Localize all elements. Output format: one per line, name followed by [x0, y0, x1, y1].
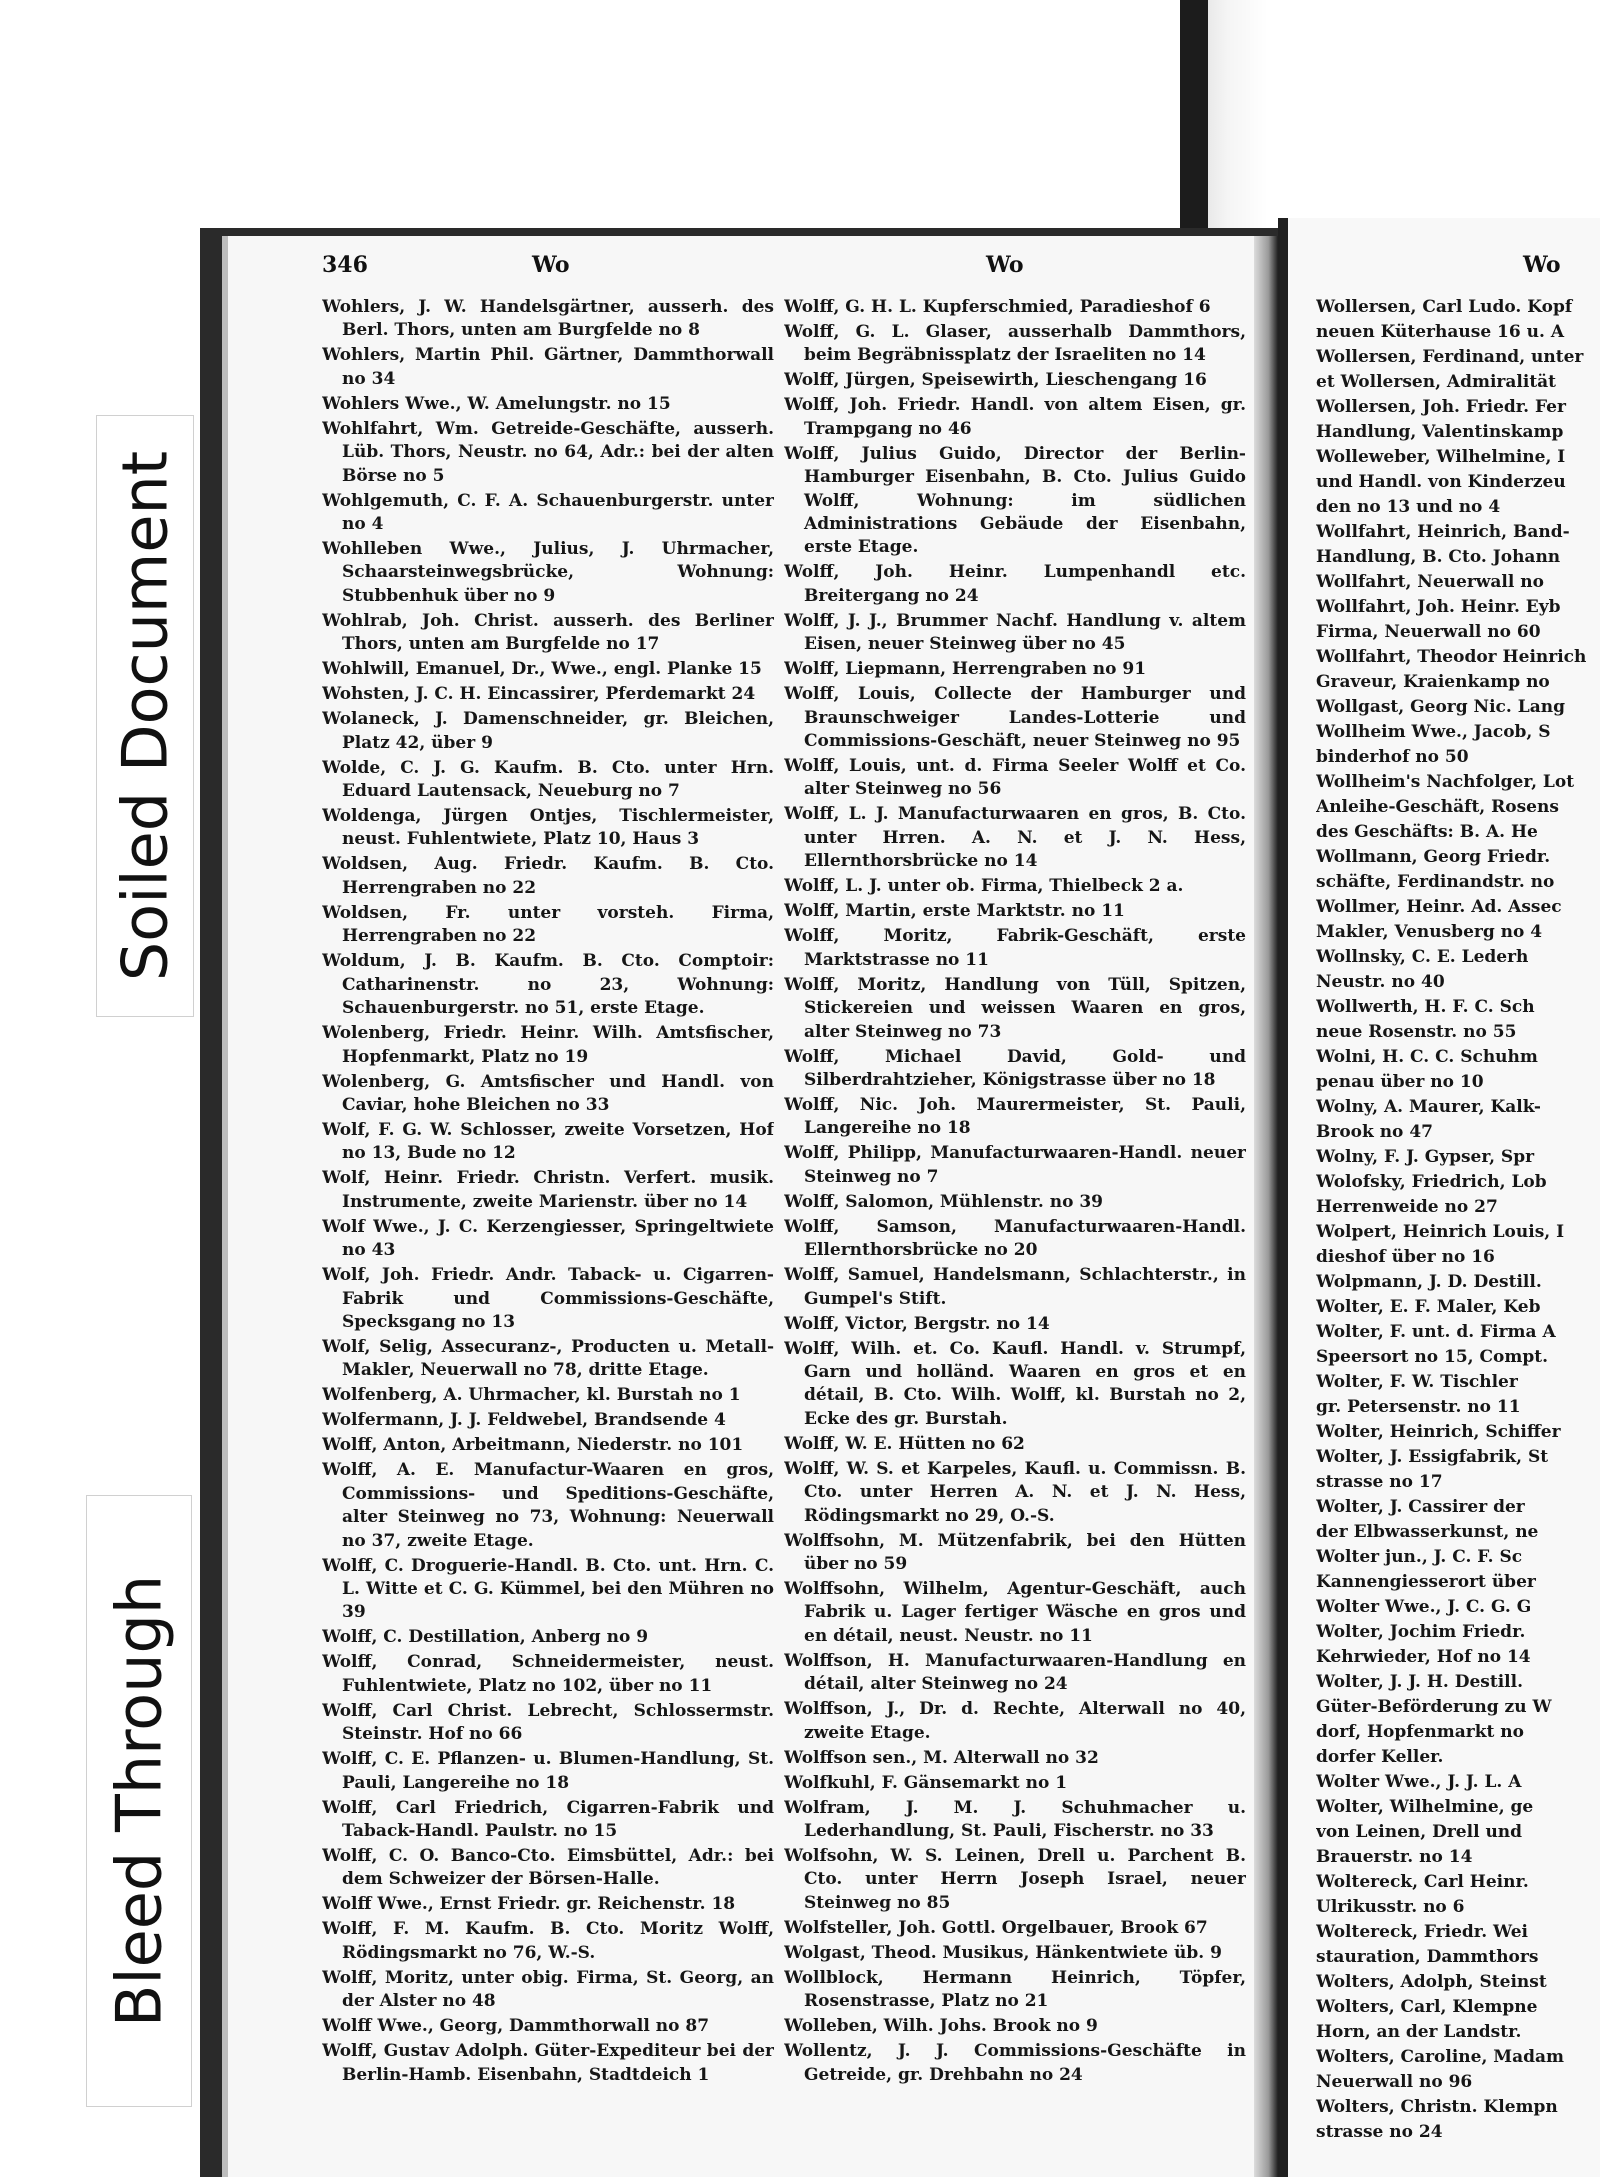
book-gutter	[1254, 236, 1278, 2177]
directory-entry: Wolff, Julius Guido, Director der Berlin-Hamburger Eisenbahn, B. Cto. Julius Guido Wolff, Wohnung: im südlichen Administrations Gebäude der Eisenbahn, erste Etage.	[784, 443, 1246, 558]
directory-entry: Wolff, Louis, Collecte der Hamburger und Braunschweiger Landes-Lotterie und Commissions-Geschäft, neuer Steinweg no 95	[784, 684, 1246, 752]
directory-entry: Wolter Wwe., J. J. L. A	[1316, 1772, 1522, 1792]
directory-entry: Woldsen, Aug. Friedr. Kaufm. B. Cto. Herrengraben no 22	[322, 854, 774, 898]
directory-entry: Wollfahrt, Heinrich, Band-	[1316, 522, 1570, 542]
directory-entry: Makler, Venusberg no 4	[1316, 922, 1543, 942]
directory-entry: Wolff, A. E. Manufactur-Waaren en gros, Commissions- und Speditions-Geschäfte, alter Steinweg no 73, Wohnung: Neuerwall no 37, zweite Etage.	[322, 1460, 774, 1551]
directory-entry: Wolter, Wilhelmine, ge	[1316, 1797, 1534, 1817]
directory-entry: Wolff, J. J., Brummer Nachf. Handlung v. altem Eisen, neuer Steinweg über no 45	[784, 610, 1246, 655]
page-number: 346	[322, 252, 368, 278]
directory-entry: Wolff, Moritz, Fabrik-Geschäft, erste Marktstrasse no 11	[784, 926, 1246, 970]
directory-entry: Wollblock, Hermann Heinrich, Töpfer, Rosenstrasse, Platz no 21	[784, 1967, 1246, 2012]
directory-entry: Wollnsky, C. E. Lederh	[1316, 947, 1529, 967]
directory-column-left	[322, 296, 774, 2156]
directory-entry: gr. Petersenstr. no 11	[1316, 1397, 1521, 1417]
directory-entry: Wohlers Wwe., W. Amelungstr. no 15	[322, 393, 671, 414]
directory-entry: Wolff, Carl Christ. Lebrecht, Schlossermstr. Steinstr. Hof no 66	[322, 1700, 774, 1745]
bleed-through-label	[86, 1495, 192, 2107]
directory-entry: Wohsten, J. C. H. Eincassirer, Pferdemarkt 24	[322, 684, 756, 705]
directory-entry: Wohlgemuth, C. F. A. Schauenburgerstr. unter no 4	[322, 490, 774, 535]
directory-entry: Wolffsohn, Wilhelm, Agentur-Geschäft, auch Fabrik u. Lager fertiger Wäsche en gros und en détail, neust. Neustr. no 11	[784, 1578, 1246, 1646]
directory-entry: Speersort no 15, Compt.	[1316, 1347, 1549, 1367]
directory-entry: Wolleben, Wilh. Johs. Brook no 9	[784, 2016, 1098, 2037]
directory-entry: penau über no 10	[1316, 1072, 1484, 1092]
directory-entry: Wollheim's Nachfolger, Lot	[1316, 772, 1575, 792]
directory-entry: neue Rosenstr. no 55	[1316, 1022, 1517, 1042]
directory-entry: Wollmer, Heinr. Ad. Assec	[1316, 897, 1562, 917]
directory-entry: Wolters, Caroline, Madam	[1316, 2047, 1565, 2067]
directory-entry: neuen Küterhause 16 u. A	[1316, 322, 1565, 342]
directory-column-right	[1316, 296, 1600, 2156]
directory-entry: Wolff, Louis, unt. d. Firma Seeler Wolff et Co. alter Steinweg no 56	[784, 756, 1246, 800]
directory-entry: Wolff, L. J. Manufacturwaaren en gros, B. Cto. unter Hrren. A. N. et J. N. Hess, Ellernthorsbrücke no 14	[784, 804, 1246, 872]
directory-entry: Wolff, C. O. Banco-Cto. Eimsbüttel, Adr.: bei dem Schweizer der Börsen-Halle.	[322, 1846, 774, 1890]
directory-entry: Wolff, G. L. Glaser, ausserhalb Dammthors, beim Begräbnissplatz der Israeliten no 14	[784, 322, 1246, 366]
directory-entry: Wolenberg, Friedr. Heinr. Wilh. Amtsfischer, Hopfenmarkt, Platz no 19	[322, 1023, 774, 1067]
directory-entry: Wollmann, Georg Friedr.	[1316, 847, 1551, 867]
directory-entry: Wolf, F. G. W. Schlosser, zweite Vorsetzen, Hof no 13, Bude no 12	[322, 1119, 774, 1164]
directory-entry: Wolff, L. J. unter ob. Firma, Thielbeck 2 a.	[784, 876, 1184, 897]
directory-entry: Wolter, Heinrich, Schiffer	[1316, 1422, 1561, 1442]
directory-entry: stauration, Dammthors	[1316, 1947, 1539, 1967]
directory-entry: Wolter jun., J. C. F. Sc	[1316, 1547, 1523, 1567]
directory-entry: Wolf, Heinr. Friedr. Christn. Verfert. musik. Instrumente, zweite Marienstr. über no 14	[322, 1168, 774, 1212]
directory-entry: Wolgast, Theod. Musikus, Hänkentwiete üb. 9	[784, 1942, 1222, 1963]
directory-entry: Handlung, Valentinskamp	[1316, 422, 1564, 442]
directory-entry: von Leinen, Drell und	[1316, 1822, 1523, 1842]
directory-entry: Wollfahrt, Neuerwall no	[1316, 572, 1544, 592]
directory-entry: Wohlers, J. W. Handelsgärtner, ausserh. des Berl. Thors, unten am Burgfelde no 8	[322, 297, 774, 341]
directory-entry: Wolffsohn, M. Mützenfabrik, bei den Hütten über no 59	[784, 1530, 1246, 1574]
directory-entry: Wolf, Joh. Friedr. Andr. Taback- u. Cigarren-Fabrik und Commissions-Geschäfte, Specksgang no 13	[322, 1265, 774, 1332]
directory-entry: Anleihe-Geschäft, Rosens	[1316, 797, 1559, 817]
directory-entry: Wolter, E. F. Maler, Keb	[1316, 1297, 1541, 1317]
directory-entry: Horn, an der Landstr.	[1316, 2022, 1522, 2042]
directory-entry: Brook no 47	[1316, 1122, 1433, 1142]
directory-entry: Wolters, Carl, Klempne	[1316, 1997, 1538, 2017]
directory-entry: Wolff, Joh. Heinr. Lumpenhandl etc. Breitergang no 24	[784, 562, 1246, 606]
column-head-left: Wo	[532, 252, 570, 278]
directory-entry: Wollheim Wwe., Jacob, S	[1316, 722, 1551, 742]
directory-entry: Wolter, F. unt. d. Firma A	[1316, 1322, 1556, 1342]
directory-entry: Wolff, Nic. Joh. Maurermeister, St. Pauli, Langereihe no 18	[784, 1094, 1246, 1139]
directory-entry: des Geschäfts: B. A. He	[1316, 822, 1538, 842]
directory-entry: Wolff, Carl Friedrich, Cigarren-Fabrik und Taback-Handl. Paulstr. no 15	[322, 1797, 774, 1841]
directory-entry: Wolpert, Heinrich Louis, I	[1316, 1222, 1565, 1242]
directory-entry: Wollgast, Georg Nic. Lang	[1316, 697, 1565, 717]
directory-entry: Wolfsteller, Joh. Gottl. Orgelbauer, Brook 67	[784, 1917, 1208, 1938]
directory-entry: strasse no 17	[1316, 1472, 1443, 1492]
directory-entry: Wolff, C. Destillation, Anberg no 9	[322, 1627, 649, 1648]
directory-entry: Wolofsky, Friedrich, Lob	[1316, 1172, 1547, 1192]
directory-entry: et Wollersen, Admiralität	[1316, 372, 1557, 392]
directory-entry: Wolff, Anton, Arbeitmann, Niederstr. no 101	[322, 1435, 744, 1456]
directory-entry: Wolter, Jochim Friedr.	[1316, 1622, 1526, 1642]
directory-entry: Brauerstr. no 14	[1316, 1847, 1473, 1867]
directory-column-middle	[784, 296, 1246, 2156]
directory-entry: Wohlers, Martin Phil. Gärtner, Dammthorwall no 34	[322, 345, 774, 389]
directory-entry: Wohlfahrt, Wm. Getreide-Geschäfte, ausserh. Lüb. Thors, Neustr. no 64, Adr.: bei der alten Börse no 5	[322, 418, 774, 486]
directory-entry: Neustr. no 40	[1316, 972, 1445, 992]
directory-entry: Güter-Beförderung zu W	[1316, 1697, 1552, 1717]
directory-entry: Wolffson sen., M. Alterwall no 32	[784, 1747, 1099, 1768]
soiled-document-text: Soiled Document	[108, 450, 182, 982]
directory-entry: Wolff, Gustav Adolph. Güter-Expediteur bei der Berlin-Hamb. Eisenbahn, Stadtdeich 1	[322, 2041, 774, 2085]
directory-entry: Wolff Wwe., Georg, Dammthorwall no 87	[322, 2016, 710, 2037]
directory-entry: Wolff, Wilh. et. Co. Kaufl. Handl. v. Strumpf, Garn und holländ. Waaren en gros et en détail, B. Cto. Wilh. Wolff, kl. Burstah no 2, Ecke des gr. Burstah.	[784, 1338, 1246, 1429]
directory-entry: Wolaneck, J. Damenschneider, gr. Bleichen, Platz 42, über 9	[322, 709, 774, 753]
directory-entry: Woltereck, Friedr. Wei	[1316, 1922, 1529, 1942]
directory-entry: Wollersen, Carl Ludo. Kopf	[1316, 297, 1573, 317]
directory-entry: Kannengiesserort über	[1316, 1572, 1536, 1592]
directory-entry: Wolff, G. H. L. Kupferschmied, Paradieshof 6	[784, 297, 1211, 317]
directory-entry: Wolter, J. Cassirer der	[1316, 1497, 1525, 1517]
directory-entry: Wolter Wwe., J. C. G. G	[1316, 1597, 1532, 1617]
directory-entry: Wolff, Jürgen, Speisewirth, Lieschengang 16	[784, 370, 1207, 391]
directory-entry: Wolff, Victor, Bergstr. no 14	[784, 1313, 1050, 1334]
directory-entry: Wollentz, J. J. Commissions-Geschäfte in Getreide, gr. Drehbahn no 24	[784, 2041, 1246, 2085]
directory-entry: binderhof no 50	[1316, 747, 1469, 767]
directory-entry: Wolff, Joh. Friedr. Handl. von altem Eisen, gr. Trampgang no 46	[784, 395, 1246, 439]
directory-entry: dorfer Keller.	[1316, 1747, 1444, 1767]
directory-entry: Wolff, W. E. Hütten no 62	[784, 1433, 1025, 1454]
directory-entry: Wolff, C. E. Pflanzen- u. Blumen-Handlung, St. Pauli, Langereihe no 18	[322, 1749, 774, 1793]
directory-entry: Wolfermann, J. J. Feldwebel, Brandsende 4	[322, 1410, 726, 1431]
directory-entry: Herrenweide no 27	[1316, 1197, 1498, 1217]
directory-entry: Woldenga, Jürgen Ontjes, Tischlermeister, neust. Fuhlentwiete, Platz 10, Haus 3	[322, 806, 774, 850]
directory-entry: Wolters, Adolph, Steinst	[1316, 1972, 1547, 1992]
directory-entry: Wohlrab, Joh. Christ. ausserh. des Berliner Thors, unten am Burgfelde no 17	[322, 610, 774, 655]
directory-entry: Wolny, F. J. Gypser, Spr	[1316, 1147, 1535, 1167]
directory-entry: Wolff, W. S. et Karpeles, Kaufl. u. Commissn. B. Cto. unter Herren A. N. et J. N. Hess, Rödingsmarkt no 29, O.-S.	[784, 1458, 1246, 1526]
directory-entry: Wolter, J. Essigfabrik, St	[1316, 1447, 1549, 1467]
directory-entry: Wollfahrt, Theodor Heinrich	[1316, 647, 1587, 667]
directory-entry: Wohlleben Wwe., Julius, J. Uhrmacher, Schaarsteinwegsbrücke, Wohnung: Stubbenhuk über no 9	[322, 539, 774, 606]
directory-entry: dorf, Hopfenmarkt no	[1316, 1722, 1524, 1742]
directory-entry: Wolters, Christn. Klempn	[1316, 2097, 1558, 2117]
directory-entry: Wolter, J. J. H. Destill.	[1316, 1672, 1524, 1692]
directory-entry: Wollersen, Joh. Friedr. Fer	[1316, 397, 1566, 417]
directory-entry: Wolff, Samson, Manufacturwaaren-Handl. Ellernthorsbrücke no 20	[784, 1216, 1246, 1261]
soiled-document-label	[96, 415, 194, 1017]
directory-entry: den no 13 und no 4	[1316, 497, 1501, 517]
directory-entry: Wolff, Conrad, Schneidermeister, neust. Fuhlentwiete, Platz no 102, über no 11	[322, 1652, 774, 1696]
directory-entry: dieshof über no 16	[1316, 1247, 1495, 1267]
directory-entry: Wohlwill, Emanuel, Dr., Wwe., engl. Planke 15	[322, 659, 762, 680]
directory-entry: schäfte, Ferdinandstr. no	[1316, 872, 1555, 892]
directory-entry: Wolf, Selig, Assecuranz-, Producten u. Metall-Makler, Neuerwall no 78, dritte Etage.	[322, 1336, 774, 1381]
directory-entry: Wolfsohn, W. S. Leinen, Drell u. Parchent B. Cto. unter Herrn Joseph Israel, neuer Steinweg no 85	[784, 1846, 1246, 1913]
directory-entry: der Elbwasserkunst, ne	[1316, 1522, 1539, 1542]
directory-entry: Wolff, F. M. Kaufm. B. Cto. Moritz Wolff, Rödingsmarkt no 76, W.-S.	[322, 1919, 774, 1963]
directory-entry: Wolff Wwe., Ernst Friedr. gr. Reichenstr. 18	[322, 1894, 736, 1915]
directory-entry: Wolff, C. Droguerie-Handl. B. Cto. unt. Hrn. C. L. Witte et C. G. Kümmel, bei den Mühren no 39	[322, 1555, 774, 1623]
directory-entry: Wolff, Michael David, Gold- und Silberdrahtzieher, Königstrasse über no 18	[784, 1046, 1246, 1090]
column-head-right: Wo	[1523, 252, 1561, 278]
directory-entry: Wolfram, J. M. J. Schuhmacher u. Lederhandlung, St. Pauli, Fischerstr. no 33	[784, 1797, 1246, 1841]
directory-entry: Wolni, H. C. C. Schuhm	[1316, 1047, 1538, 1067]
directory-entry: Wolffson, J., Dr. d. Rechte, Alterwall no 40, zweite Etage.	[784, 1699, 1246, 1743]
directory-entry: Kehrwieder, Hof no 14	[1316, 1647, 1531, 1667]
directory-entry: Wolff, Salomon, Mühlenstr. no 39	[784, 1191, 1104, 1212]
directory-entry: Wollfahrt, Joh. Heinr. Eyb	[1316, 597, 1561, 617]
directory-entry: Woldum, J. B. Kaufm. B. Cto. Comptoir: Catharinenstr. no 23, Wohnung: Schauenburgerstr. no 51, erste Etage.	[322, 951, 774, 1019]
directory-entry: Wolf Wwe., J. C. Kerzengiesser, Springeltwiete no 43	[322, 1216, 774, 1261]
bleed-through-text: Bleed Through	[102, 1574, 176, 2028]
directory-entry: Wollwerth, H. F. C. Sch	[1316, 997, 1535, 1017]
directory-entry: Wolff, Philipp, Manufacturwaaren-Handl. neuer Steinweg no 7	[784, 1143, 1246, 1187]
directory-entry: Woldsen, Fr. unter vorsteh. Firma, Herrengraben no 22	[322, 902, 774, 947]
directory-entry: Firma, Neuerwall no 60	[1316, 622, 1541, 642]
directory-entry: Wolff, Moritz, Handlung von Tüll, Spitzen, Stickereien und weissen Waaren en gros, alter Steinweg no 73	[784, 974, 1246, 1042]
directory-entry: Woltereck, Carl Heinr.	[1316, 1872, 1529, 1892]
directory-entry: Wolff, Samuel, Handelsmann, Schlachterstr., in Gumpel's Stift.	[784, 1265, 1246, 1309]
directory-entry: Neuerwall no 96	[1316, 2072, 1473, 2092]
directory-entry: Wolpmann, J. D. Destill.	[1316, 1272, 1542, 1292]
column-head-middle: Wo	[986, 252, 1024, 278]
directory-entry: Ulrikusstr. no 6	[1316, 1897, 1465, 1917]
directory-entry: Wollersen, Ferdinand, unter	[1316, 347, 1584, 367]
directory-entry: Wolff, Liepmann, Herrengraben no 91	[784, 659, 1147, 680]
directory-entry: Wolffson, H. Manufacturwaaren-Handlung en détail, alter Steinweg no 24	[784, 1650, 1246, 1695]
directory-entry: Wolenberg, G. Amtsfischer und Handl. von Caviar, hohe Bleichen no 33	[322, 1071, 774, 1115]
directory-entry: Wolde, C. J. G. Kaufm. B. Cto. unter Hrn. Eduard Lautensack, Neueburg no 7	[322, 757, 774, 802]
directory-entry: Wolfkuhl, F. Gänsemarkt no 1	[784, 1772, 1068, 1793]
directory-entry: Wolny, A. Maurer, Kalk-	[1316, 1097, 1541, 1117]
directory-entry: Wolleweber, Wilhelmine, I	[1316, 447, 1566, 467]
directory-entry: strasse no 24	[1316, 2122, 1443, 2142]
directory-entry: und Handl. von Kinderzeu	[1316, 472, 1566, 492]
bookmark-ribbon	[1180, 0, 1210, 260]
directory-entry: Wolfenberg, A. Uhrmacher, kl. Burstah no 1	[322, 1385, 741, 1406]
directory-entry: Wolff, Moritz, unter obig. Firma, St. Georg, an der Alster no 48	[322, 1967, 774, 2012]
directory-entry: Handlung, B. Cto. Johann	[1316, 547, 1561, 567]
directory-entry: Wolff, Martin, erste Marktstr. no 11	[784, 901, 1125, 922]
directory-entry: Graveur, Kraienkamp no	[1316, 672, 1550, 692]
directory-entry: Wolter, F. W. Tischler	[1316, 1372, 1518, 1392]
